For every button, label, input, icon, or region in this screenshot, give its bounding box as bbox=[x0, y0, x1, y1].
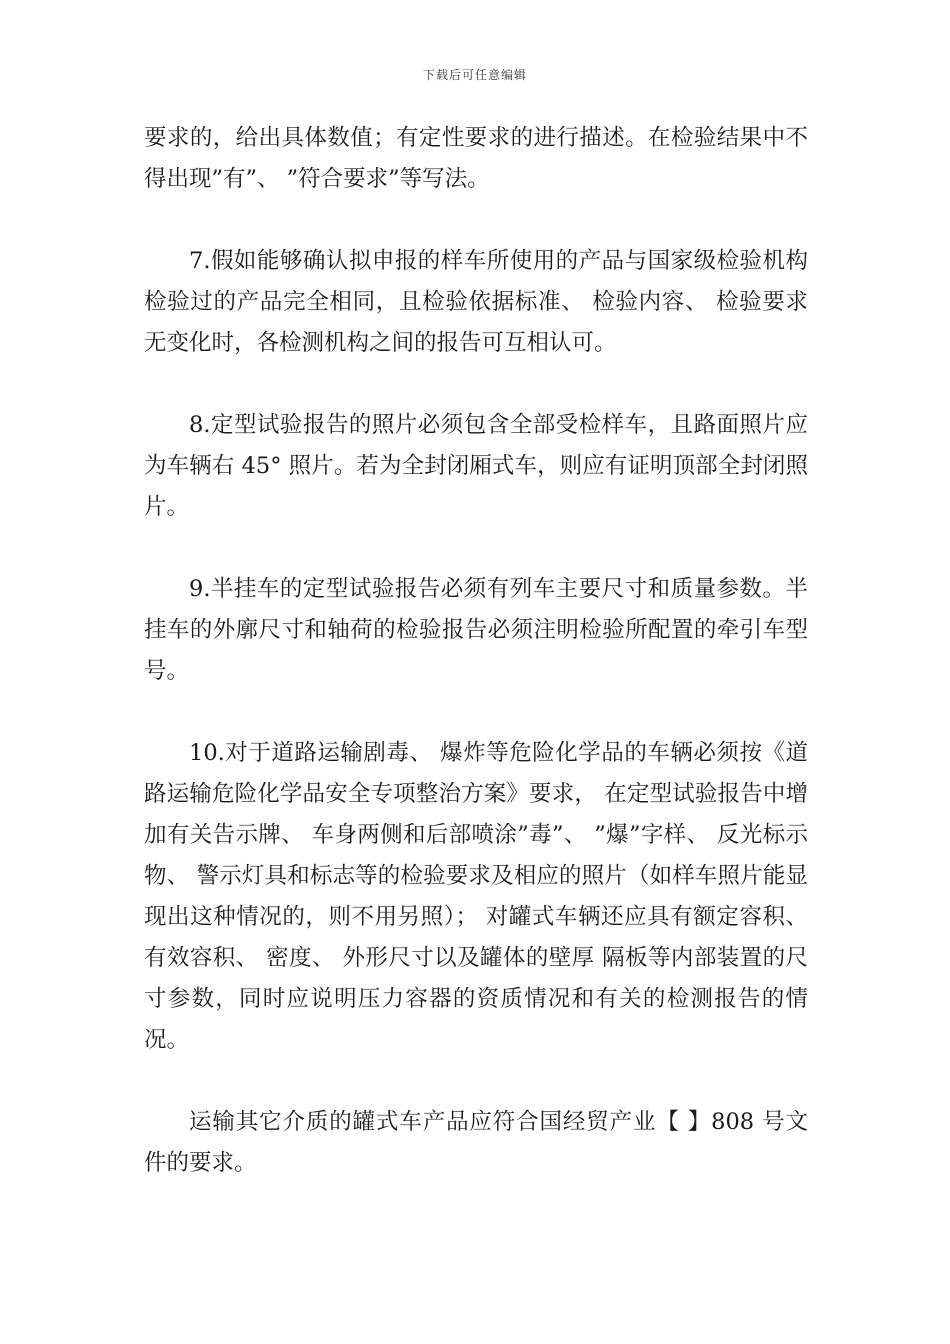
paragraph-item-7: 7.假如能够确认拟申报的样车所使用的产品与国家级检验机构检验过的产品完全相同，且检验依据标准、 检验内容、 检验要求无变化时，各检测机构之间的报告可互相认可。 bbox=[144, 248, 808, 356]
paragraph-item-10: 10.对于道路运输剧毒、 爆炸等危险化学品的车辆必须按《道路运输危险化学品安全专项整治方案》要求， 在定型试验报告中增加有关告示牌、 车身两侧和后部喷涂”毒”、 ”爆”字样、 反光标示物、 警示灯具和标志等的检验要求及相应的照片（如样车照片能显现出这种情况的，则不用另照）； 对罐式车辆还应具有额定容积、 有效容积、 密度、 外形尺寸以及罐体的壁厚 隔板等内部装置的尺寸参数，同时应说明压力容器的资质情况和有关的检测报告的情况。 bbox=[144, 740, 808, 1053]
paragraph-tank-vehicles: 运输其它介质的罐式车产品应符合国经贸产业【 】808 号文件的要求。 bbox=[144, 1109, 808, 1176]
document-body bbox=[144, 118, 808, 1184]
paragraph-continuation: 要求的，给出具体数值；有定性要求的进行描述。在检验结果中不得出现”有”、 ”符合要求”等写法。 bbox=[144, 125, 808, 192]
paragraph-item-9: 9.半挂车的定型试验报告必须有列车主要尺寸和质量参数。半挂车的外廓尺寸和轴荷的检验报告必须注明检验所配置的牵引车型号。 bbox=[144, 576, 808, 684]
paragraph-item-8: 8.定型试验报告的照片必须包含全部受检样车，且路面照片应为车辆右 45° 照片。若为全封闭厢式车，则应有证明顶部全封闭照片。 bbox=[144, 412, 808, 520]
page-header: 下载后可任意编辑 bbox=[422, 68, 527, 82]
